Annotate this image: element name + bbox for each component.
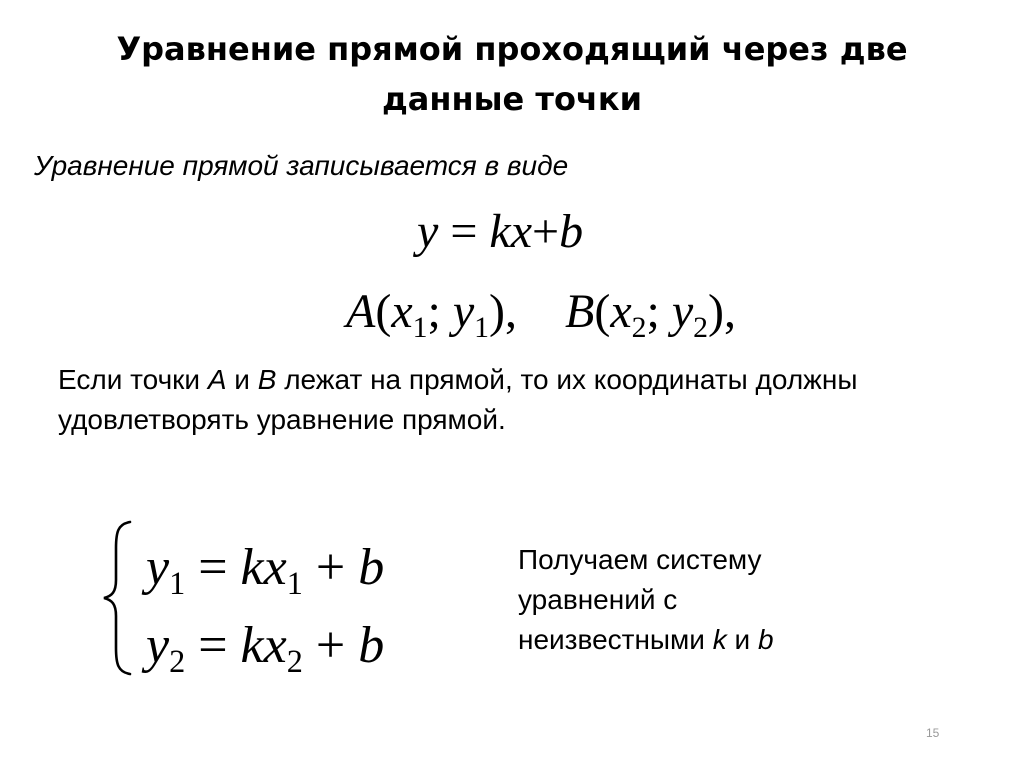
equation-system [100,518,460,678]
var-b: b [358,539,385,596]
subscript: 2 [286,643,303,680]
system-equation-1 [146,538,384,603]
subscript: 2 [631,310,647,344]
equals-sign: = [198,617,228,674]
var-y: y [146,539,170,596]
var-y: y [671,285,694,338]
var-k-ref: k [712,624,727,655]
points-definition [346,282,736,348]
paren-open: ( [594,285,611,338]
plus-sign: + [315,617,346,674]
var-b-ref: b [757,624,774,655]
paragraph-text: лежат на прямой, то их координаты должны удовлетворять уравнение прямой. [58,364,858,435]
point-a-ref: A [207,364,227,395]
plus-sign: + [315,539,346,596]
comma: , [724,285,737,338]
slide-title: Уравнение прямой проходящий через две данные точки [116,30,908,118]
var-x: x [263,539,287,596]
semicolon: ; [646,285,660,338]
var-k: k [489,205,511,258]
note-line [518,620,774,660]
paragraph-text: Если точки [58,364,208,395]
comma: , [505,285,518,338]
subscript: 1 [474,310,490,344]
paren-close: ) [708,285,725,338]
var-x: x [263,617,287,674]
line-equation [417,202,583,262]
curly-brace-icon [100,518,140,678]
system-equation-2 [146,616,384,681]
intro-text: Уравнение прямой записывается в виде [34,150,569,181]
point-b-label: B [565,285,595,338]
semicolon: ; [427,285,441,338]
subscript: 1 [286,565,303,602]
subscript: 2 [169,643,186,680]
var-y: y [146,617,170,674]
system-note [518,540,774,660]
note-line: уравнений с [518,584,678,615]
var-k: k [240,617,264,674]
var-x: x [610,285,632,338]
subscript: 1 [412,310,428,344]
condition-paragraph [58,360,938,440]
var-x: x [510,205,533,258]
note-text: и [726,624,758,655]
point-b-ref: B [257,364,277,395]
subscript: 1 [169,565,186,602]
paren-close: ) [489,285,506,338]
var-x: x [391,285,413,338]
note-line: Получаем систему [518,544,762,575]
note-text: неизвестными [518,624,713,655]
var-b: b [358,617,385,674]
equals-sign: = [450,205,478,258]
paren-open: ( [375,285,392,338]
paragraph-text: и [226,364,258,395]
page-number: 15 [926,726,940,740]
equals-sign: = [198,539,228,596]
point-a-label: A [346,285,376,338]
var-y: y [452,285,475,338]
plus-sign: + [532,205,560,258]
var-k: k [240,539,264,596]
subscript: 2 [693,310,709,344]
var-b: b [559,205,584,258]
var-y: y [417,205,439,258]
